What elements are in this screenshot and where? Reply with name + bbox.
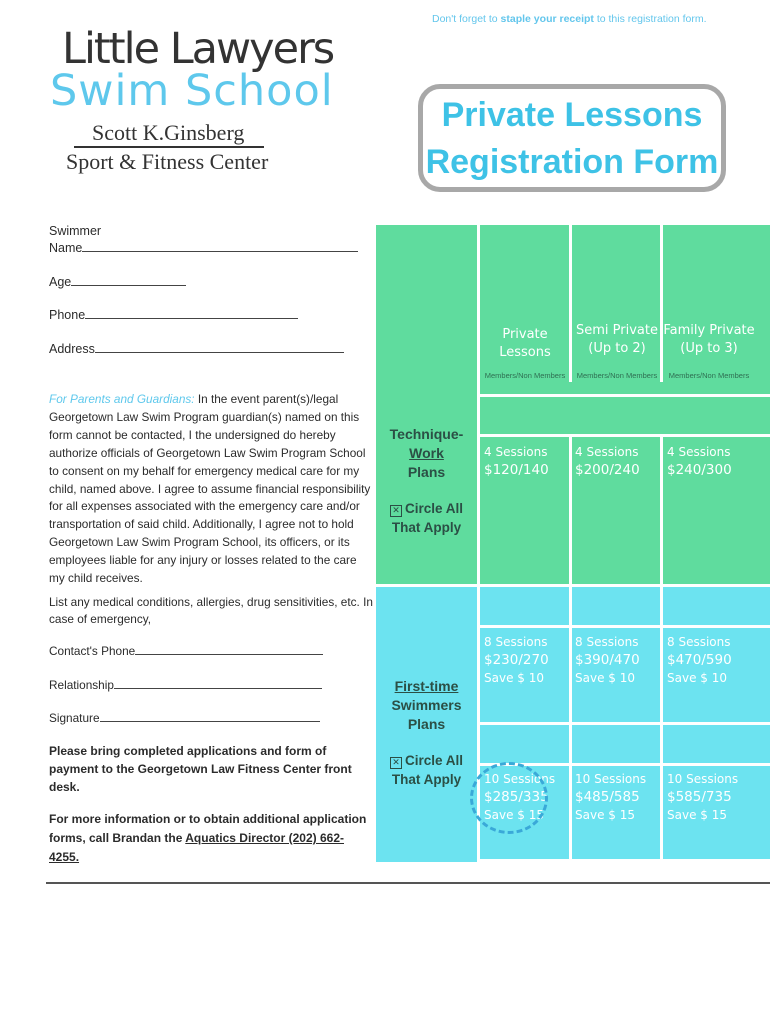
firsttime-circle-all bbox=[376, 751, 477, 789]
logo-swim-school: Swim School bbox=[50, 66, 334, 116]
pricing-grid bbox=[376, 222, 770, 862]
price-value: $285/335 bbox=[484, 789, 549, 805]
form-title-box bbox=[418, 84, 726, 192]
sponsor-name: Scott K.Ginsberg bbox=[92, 120, 245, 145]
price-semi-8[interactable] bbox=[575, 634, 640, 687]
price-semi-10[interactable] bbox=[575, 771, 646, 824]
grid-divider-h2 bbox=[477, 434, 770, 437]
sponsor-divider bbox=[74, 146, 264, 148]
notice-text: Don't forget to bbox=[432, 13, 501, 25]
firsttime-line1: First-time bbox=[394, 678, 459, 694]
phone-field[interactable] bbox=[49, 307, 298, 322]
grid-divider-h3 bbox=[376, 584, 770, 587]
technique-circle-text1: Circle All bbox=[404, 501, 464, 516]
phone-label: Phone bbox=[49, 308, 86, 322]
header-family-line1: Family Private bbox=[663, 323, 755, 338]
sponsor-center: Sport & Fitness Center bbox=[66, 149, 269, 174]
address-label: Address bbox=[49, 342, 95, 356]
contact-phone-line[interactable] bbox=[135, 644, 323, 655]
swimmer-name-field[interactable] bbox=[49, 240, 358, 255]
logo-little-lawyers: Little Lawyers bbox=[62, 24, 334, 74]
header-semi-private bbox=[572, 322, 662, 358]
price-private-8[interactable] bbox=[484, 634, 549, 687]
form-title-line1: Private Lessons bbox=[441, 96, 703, 134]
grid-divider-v3a bbox=[660, 222, 663, 382]
staple-receipt-notice bbox=[432, 13, 707, 25]
age-line[interactable] bbox=[71, 274, 186, 286]
phone-line[interactable] bbox=[85, 307, 298, 319]
price-family-4[interactable] bbox=[667, 444, 732, 480]
technique-circle-all bbox=[376, 499, 477, 537]
technique-circle-text2: That Apply bbox=[391, 520, 462, 535]
contact-phone-label: Contact's Phone bbox=[49, 644, 136, 658]
grid-top-edge bbox=[376, 222, 770, 225]
sessions-label: 8 Sessions bbox=[484, 635, 548, 649]
savings-label: Save $ 10 bbox=[575, 671, 635, 685]
price-semi-4[interactable] bbox=[575, 444, 640, 480]
price-value: $470/590 bbox=[667, 652, 732, 668]
grid-divider-h4 bbox=[477, 625, 770, 628]
technique-plans-label bbox=[376, 425, 477, 482]
firsttime-plans-label bbox=[376, 677, 477, 734]
consent-body: In the event parent(s)/legal Georgetown Law Swim Program guardian(s) named on this form cannot be contacted, I the undersigned do hereby authorize officials of Georgetown Law Swim Program School to consent on my behalf for emergency medical care for my child, named above. I agree to assume financial responsibility for all expenses associated with the emergency care and/or transportation of said child. Additionally, I agree not to hold Georgetown Law Swim Program School, its officers, or its employees liable for any injury or losses related to the care my child receives. bbox=[49, 392, 371, 586]
members-label-semi: Members/Non Members bbox=[576, 371, 658, 380]
technique-line2: Work bbox=[409, 445, 444, 461]
bring-applications-text: Please bring completed applications and form of payment to the Georgetown Law Fitness Center front desk. bbox=[49, 744, 352, 794]
sessions-label: 10 Sessions bbox=[484, 772, 556, 786]
swimmer-label-top: Swimmer bbox=[49, 224, 102, 238]
age-label: Age bbox=[49, 275, 72, 289]
price-private-4[interactable] bbox=[484, 444, 549, 480]
members-label-family: Members/Non Members bbox=[668, 371, 750, 380]
sessions-label: 4 Sessions bbox=[575, 445, 639, 459]
firsttime-circle-text1: Circle All bbox=[404, 753, 464, 768]
price-value: $390/470 bbox=[575, 652, 640, 668]
selection-circle-mark bbox=[470, 762, 548, 834]
sessions-label: 4 Sessions bbox=[667, 445, 731, 459]
grid-divider-v1 bbox=[477, 222, 480, 862]
grid-divider-v3b bbox=[660, 437, 663, 862]
sessions-label: 4 Sessions bbox=[484, 445, 548, 459]
relationship-field[interactable] bbox=[49, 678, 322, 692]
checkbox-icon: ✕ bbox=[390, 505, 402, 517]
technique-line1: Technique- bbox=[389, 426, 464, 442]
price-family-10[interactable] bbox=[667, 771, 738, 824]
grid-divider-v2b bbox=[569, 437, 572, 862]
header-private-lessons bbox=[480, 326, 570, 362]
notice-bold: staple your receipt bbox=[500, 13, 594, 25]
price-value: $585/735 bbox=[667, 789, 732, 805]
checkbox-icon: ✕ bbox=[390, 757, 402, 769]
header-semi-line2: (Up to 2) bbox=[588, 341, 646, 356]
relationship-label: Relationship bbox=[49, 678, 114, 692]
sessions-label: 8 Sessions bbox=[667, 635, 731, 649]
aquatics-director-contact: Aquatics Director (202) 662-4255. bbox=[49, 831, 344, 864]
price-value: $230/270 bbox=[484, 652, 549, 668]
signature-field[interactable] bbox=[49, 711, 320, 725]
savings-label: Save $ 10 bbox=[484, 671, 544, 685]
grid-divider-h5 bbox=[477, 722, 770, 725]
price-family-8[interactable] bbox=[667, 634, 732, 687]
header-family-private bbox=[663, 322, 755, 358]
more-info-body: For more information or to obtain additional application forms, call Brandan the bbox=[49, 812, 367, 845]
consent-lead: For Parents and Guardians: bbox=[49, 392, 195, 406]
firsttime-circle-text2: That Apply bbox=[391, 772, 462, 787]
technique-line3: Plans bbox=[407, 464, 446, 480]
savings-label: Save $ 15 bbox=[575, 808, 635, 822]
savings-label: Save $ 15 bbox=[667, 808, 727, 822]
form-title-line2: Registration Form bbox=[425, 143, 719, 181]
firsttime-line2: Swimmers bbox=[391, 697, 462, 713]
price-value: $485/585 bbox=[575, 789, 640, 805]
members-label-private: Members/Non Members bbox=[484, 371, 566, 380]
savings-label: Save $ 10 bbox=[667, 671, 727, 685]
grid-bottom-edge bbox=[477, 859, 770, 862]
price-value: $200/240 bbox=[575, 462, 640, 478]
sessions-label: 8 Sessions bbox=[575, 635, 639, 649]
price-value: $240/300 bbox=[667, 462, 732, 478]
signature-label: Signature bbox=[49, 711, 100, 725]
more-info-text bbox=[49, 810, 374, 867]
signature-line[interactable] bbox=[100, 711, 320, 722]
savings-label: Save $ 15 bbox=[484, 808, 544, 822]
swimmer-name-line[interactable] bbox=[82, 240, 358, 252]
header-private-line2: Lessons bbox=[499, 345, 551, 360]
age-field[interactable] bbox=[49, 274, 186, 289]
sessions-label: 10 Sessions bbox=[575, 772, 647, 786]
header-family-line2: (Up to 3) bbox=[680, 341, 738, 356]
bottom-divider bbox=[46, 882, 770, 884]
firsttime-line3: Plans bbox=[407, 716, 446, 732]
guardian-consent-text bbox=[49, 391, 374, 588]
relationship-line[interactable] bbox=[114, 678, 322, 689]
swimmer-name-label: Name bbox=[49, 241, 83, 255]
price-value: $120/140 bbox=[484, 462, 549, 478]
address-field[interactable] bbox=[49, 341, 344, 356]
medical-conditions-text: List any medical conditions, allergies, drug sensitivities, etc. In case of emergency, bbox=[49, 595, 373, 626]
contact-phone-field[interactable] bbox=[49, 644, 323, 658]
grid-divider-h1 bbox=[477, 394, 770, 397]
address-line[interactable] bbox=[95, 341, 344, 353]
notice-text-end: to this registration form. bbox=[593, 13, 707, 25]
sessions-label: 10 Sessions bbox=[667, 772, 739, 786]
header-private-line1: Private bbox=[502, 327, 548, 342]
header-semi-line1: Semi Private bbox=[576, 323, 658, 338]
